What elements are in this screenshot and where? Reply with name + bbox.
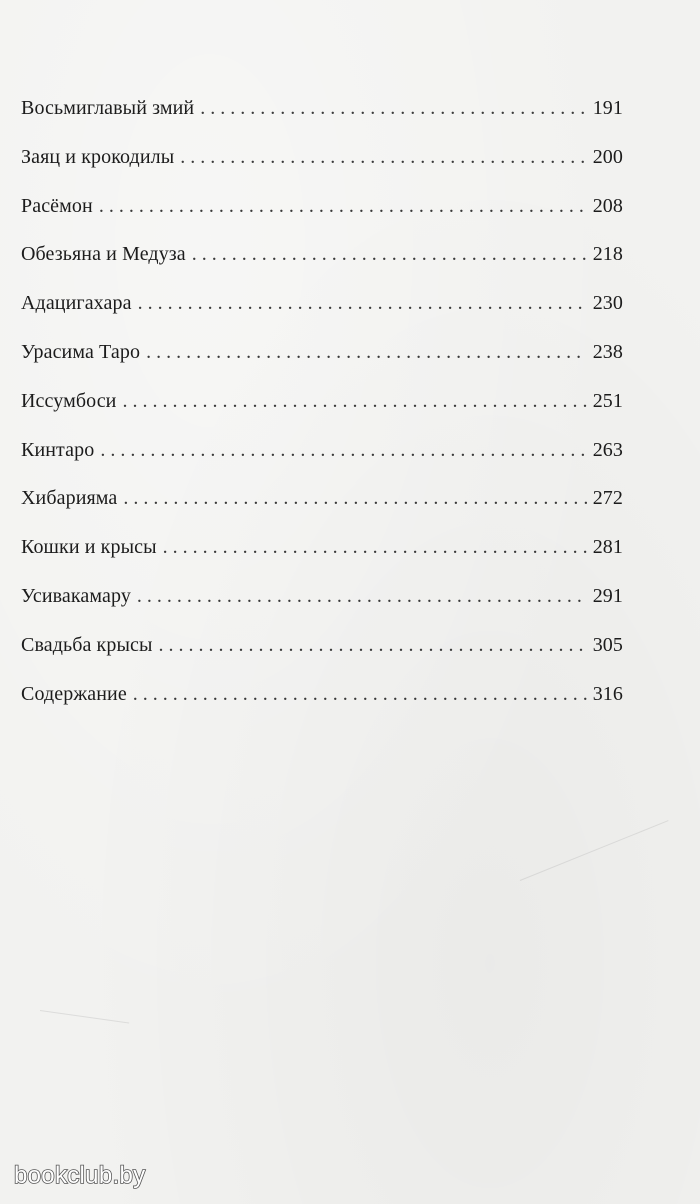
dot-leader [100, 439, 586, 462]
dot-leader [99, 195, 587, 218]
paper-fiber [520, 820, 669, 881]
toc-entry-page: 218 [592, 243, 623, 266]
toc-entry-title: Урасима Таро [21, 340, 141, 363]
toc-entry-title: Обезьяна и Медуза [21, 243, 186, 266]
dot-leader [123, 487, 586, 510]
toc-entry-page: 272 [592, 487, 623, 510]
toc-entry-page: 238 [592, 340, 623, 363]
dot-leader [180, 146, 586, 169]
dot-leader [146, 341, 587, 364]
toc-entry [21, 243, 623, 292]
toc-entry-page: 200 [592, 145, 623, 168]
toc-entry-page: 263 [592, 438, 623, 461]
toc-entry [21, 146, 623, 195]
toc-entry [21, 683, 623, 732]
dot-leader [133, 683, 587, 706]
toc-entry [21, 195, 623, 244]
dot-leader [200, 97, 586, 120]
toc-entry-title: Кошки и крысы [21, 536, 157, 559]
toc-entry [21, 634, 623, 683]
toc-entry-title: Заяц и крокодилы [21, 145, 175, 168]
toc-entry [21, 341, 623, 390]
toc-entry-title: Расёмон [21, 194, 93, 217]
toc-entry-title: Адацигахара [21, 292, 132, 315]
toc-entry-page: 291 [592, 584, 623, 607]
toc-entry [21, 585, 623, 634]
dot-leader [159, 634, 587, 657]
toc-entry-title: Усивакамару [21, 584, 131, 607]
toc-entry-title: Свадьба крысы [21, 633, 153, 656]
dot-leader [137, 585, 587, 608]
toc-entry [21, 439, 623, 488]
toc-entry [21, 536, 623, 585]
toc-entry-page: 305 [592, 633, 623, 656]
paper-fiber [40, 1010, 129, 1024]
toc-entry [21, 292, 623, 341]
toc-entry-page: 251 [592, 389, 623, 412]
toc-entry-page: 230 [592, 292, 623, 315]
toc-entry [21, 390, 623, 439]
toc-entry-title: Хибарияма [21, 487, 118, 510]
toc-entry [21, 97, 623, 146]
toc-entry-title: Иссумбоси [21, 389, 117, 412]
toc-entry-title: Кинтаро [21, 438, 95, 461]
watermark: bookclub.by [14, 1162, 146, 1189]
toc-entry-title: Содержание [21, 682, 127, 705]
dot-leader [122, 390, 586, 413]
table-of-contents [21, 97, 623, 731]
dot-leader [163, 536, 587, 559]
toc-entry-page: 191 [592, 97, 623, 119]
toc-entry [21, 487, 623, 536]
toc-entry-page: 316 [592, 682, 623, 705]
toc-entry-page: 281 [592, 536, 623, 559]
dot-leader [192, 243, 587, 266]
dot-leader [138, 292, 587, 315]
toc-entry-page: 208 [592, 194, 623, 217]
toc-entry-title: Восьмиглавый змий [21, 97, 195, 119]
